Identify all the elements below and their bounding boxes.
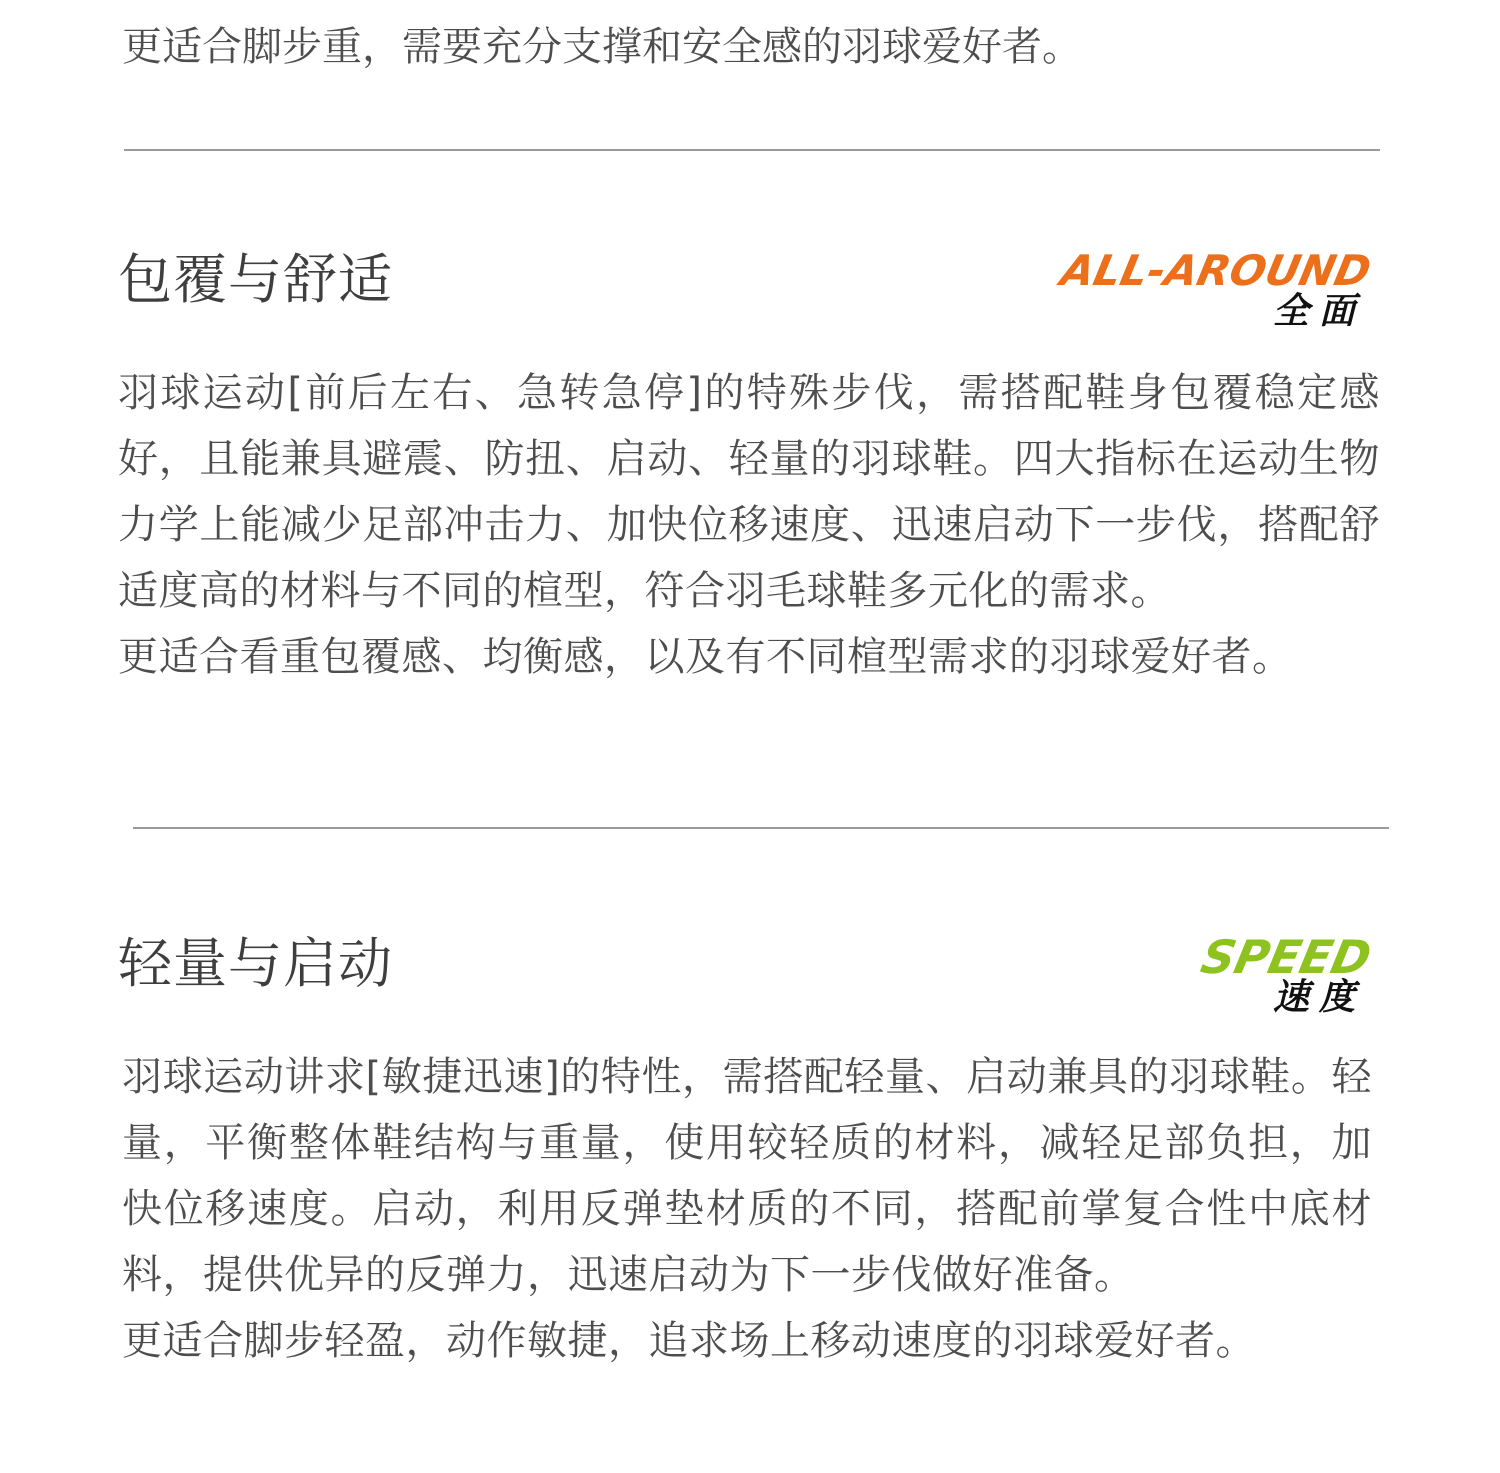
- support-section-suitable-text: 更适合脚步重，需要充分支撑和安全感的羽球爱好者。: [122, 24, 1082, 70]
- wrap-comfort-suitable-text: 更适合看重包覆感、均衡感，以及有不同楦型需求的羽球爱好者。: [118, 634, 1293, 680]
- speed-badge-label: SPEED: [1196, 930, 1377, 984]
- light-start-description: [122, 1044, 1372, 1374]
- all-around-badge: [1056, 246, 1376, 332]
- section-divider: [133, 827, 1389, 829]
- all-around-badge-cn-label: 全面: [1272, 291, 1365, 332]
- speed-badge-cn-label: 速度: [1272, 977, 1365, 1018]
- wrap-comfort-description: [118, 360, 1380, 690]
- wrap-comfort-paragraph: 羽球运动[前后左右、急转急停]的特殊步伐，需搭配鞋身包覆稳定感好，且能兼具避震、防扭、启动、轻量的羽球鞋。四大指标在运动生物力学上能减少足部冲击力、加快位移速度、迅速启动下一步伐，搭配舒适度高的材料与不同的楦型，符合羽毛球鞋多元化的需求。: [118, 370, 1380, 614]
- speed-badge: [1196, 930, 1377, 1018]
- light-start-suitable-text: 更适合脚步轻盈，动作敏捷，追求场上移动速度的羽球爱好者。: [122, 1318, 1256, 1364]
- section-title-light-start: 轻量与启动: [118, 932, 393, 995]
- light-start-paragraph: 羽球运动讲求[敏捷迅速]的特性，需搭配轻量、启动兼具的羽球鞋。轻量，平衡整体鞋结构与重量，使用较轻质的材料，减轻足部负担，加快位移速度。启动，利用反弹垫材质的不同，搭配前掌复合性中底材料，提供优异的反弹力，迅速启动为下一步伐做好准备。: [122, 1054, 1372, 1298]
- section-title-wrap-comfort: 包覆与舒适: [118, 248, 393, 311]
- all-around-badge-label: ALL-AROUND: [1056, 246, 1376, 295]
- section-divider: [124, 149, 1380, 151]
